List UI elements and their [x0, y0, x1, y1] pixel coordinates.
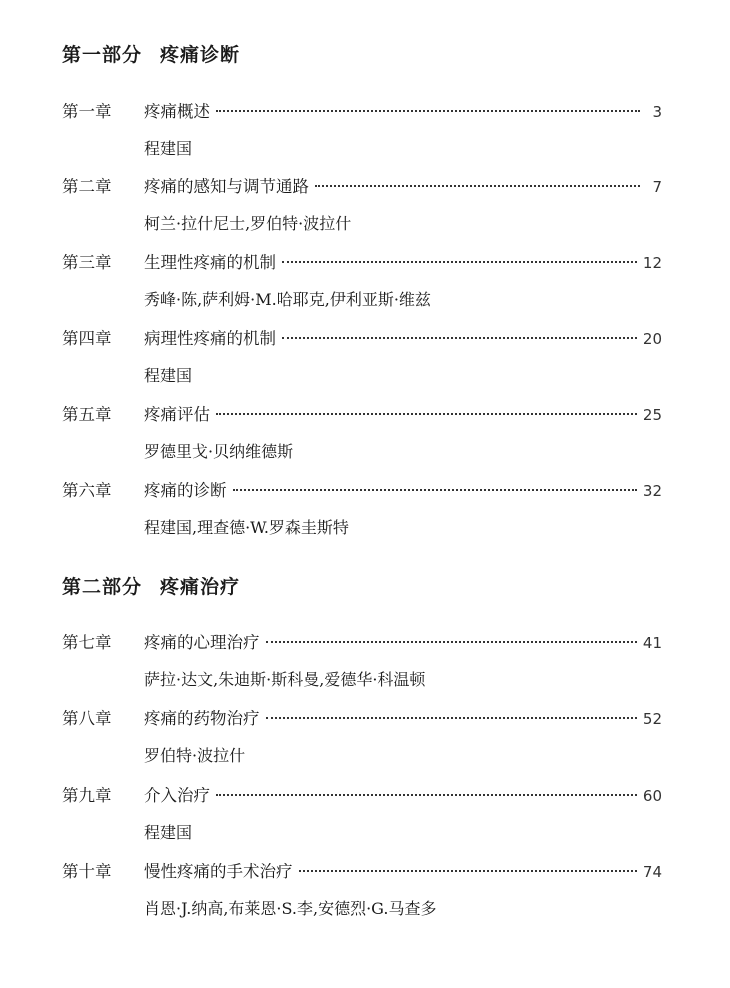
page-number: 74 — [642, 863, 662, 881]
chapter-authors: 罗德里戈·贝纳维德斯 — [144, 442, 294, 461]
chapter-authors: 程建国 — [144, 366, 193, 385]
page-number: 52 — [642, 710, 662, 728]
chapter-title: 疼痛评估 — [144, 405, 210, 424]
chapter-label: 第十章 — [62, 862, 112, 881]
chapter-title: 疼痛的诊断 — [144, 481, 227, 500]
dot-leader — [282, 337, 637, 339]
part-name: 疼痛治疗 — [160, 576, 241, 598]
toc-entry[interactable] — [62, 629, 662, 689]
part-name: 疼痛诊断 — [160, 44, 241, 66]
page-number: 12 — [642, 254, 662, 272]
toc-entry[interactable] — [62, 401, 662, 461]
part-title — [62, 40, 240, 67]
chapter-title: 生理性疼痛的机制 — [144, 253, 276, 272]
toc-entry[interactable] — [62, 705, 662, 765]
toc-entry[interactable] — [62, 98, 662, 158]
page-number: 32 — [642, 482, 662, 500]
chapter-authors: 程建国 — [144, 823, 193, 842]
chapter-label: 第四章 — [62, 329, 112, 348]
chapter-authors: 肖恩·J.纳高,布莱恩·S.李,安德烈·G.马查多 — [144, 899, 437, 918]
chapter-authors: 程建国,理查德·W.罗森圭斯特 — [144, 518, 349, 537]
part-title — [62, 572, 240, 599]
chapter-title: 疼痛的心理治疗 — [144, 633, 260, 652]
page-number: 20 — [642, 330, 662, 348]
chapter-title: 病理性疼痛的机制 — [144, 329, 276, 348]
chapter-label: 第八章 — [62, 709, 112, 728]
chapter-title: 慢性疼痛的手术治疗 — [144, 862, 293, 881]
chapter-title: 疼痛概述 — [144, 102, 210, 121]
chapter-authors: 柯兰·拉什尼士,罗伯特·波拉什 — [144, 214, 352, 233]
dot-leader — [315, 185, 640, 187]
chapter-title: 介入治疗 — [144, 786, 210, 805]
chapter-authors: 秀峰·陈,萨利姆·M.哈耶克,伊利亚斯·维兹 — [144, 290, 431, 309]
toc-entry[interactable] — [62, 173, 662, 233]
page-number: 7 — [652, 178, 662, 196]
page-number: 25 — [642, 406, 662, 424]
chapter-label: 第二章 — [62, 177, 112, 196]
chapter-label: 第七章 — [62, 633, 112, 652]
chapter-label: 第六章 — [62, 481, 112, 500]
dot-leader — [299, 870, 637, 872]
part-number: 第二部分 — [62, 576, 143, 598]
toc-entry[interactable] — [62, 325, 662, 385]
part-number: 第一部分 — [62, 44, 143, 66]
chapter-label: 第一章 — [62, 102, 112, 121]
toc-entry[interactable] — [62, 858, 662, 918]
chapter-title: 疼痛的感知与调节通路 — [144, 177, 309, 196]
chapter-label: 第九章 — [62, 786, 112, 805]
toc-entry[interactable] — [62, 249, 662, 309]
dot-leader — [282, 261, 637, 263]
dot-leader — [216, 794, 637, 796]
chapter-label: 第三章 — [62, 253, 112, 272]
chapter-title: 疼痛的药物治疗 — [144, 709, 260, 728]
toc-entry[interactable] — [62, 477, 662, 537]
dot-leader — [233, 489, 637, 491]
page-number: 60 — [642, 787, 662, 805]
page-number: 3 — [652, 103, 662, 121]
dot-leader — [266, 717, 637, 719]
page-number: 41 — [642, 634, 662, 652]
chapter-authors: 程建国 — [144, 139, 193, 158]
dot-leader — [216, 110, 640, 112]
toc-entry[interactable] — [62, 782, 662, 842]
chapter-authors: 萨拉·达文,朱迪斯·斯科曼,爱德华·科温顿 — [144, 670, 426, 689]
chapter-authors: 罗伯特·波拉什 — [144, 746, 246, 765]
dot-leader — [266, 641, 637, 643]
dot-leader — [216, 413, 637, 415]
chapter-label: 第五章 — [62, 405, 112, 424]
